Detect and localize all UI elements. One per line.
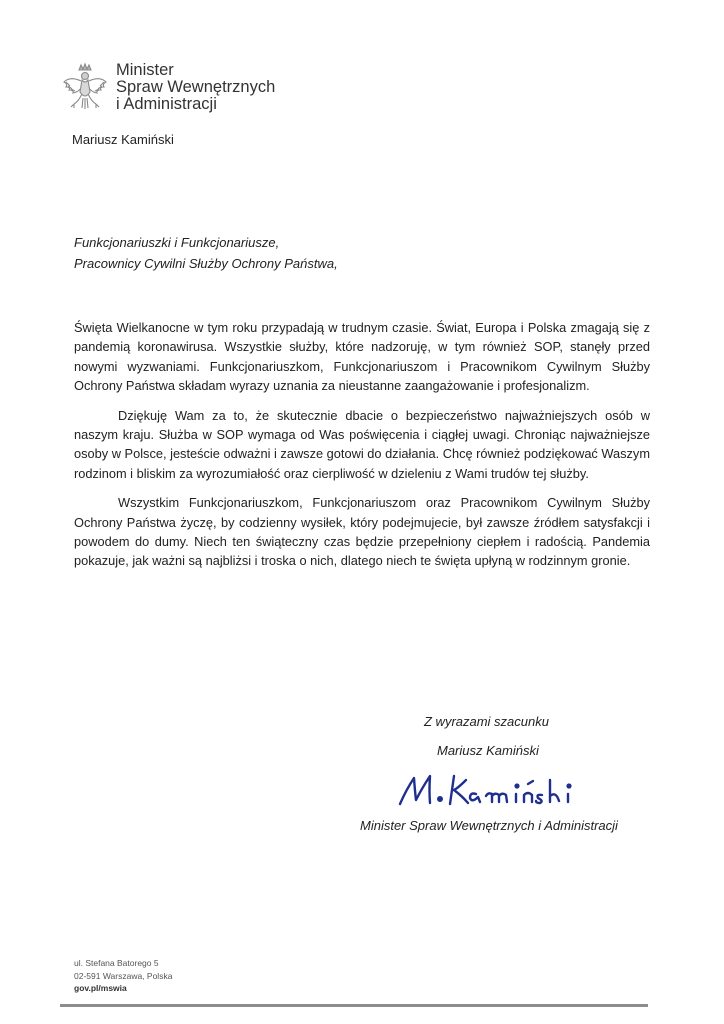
signer-name: Mariusz Kamiński (437, 743, 539, 758)
polish-eagle-emblem-icon (62, 62, 108, 112)
footer-address (74, 957, 172, 995)
salutation-line-1: Funkcjonariuszki i Funkcjonariusze, (74, 235, 280, 250)
ministry-name-line-3: i Administracji (116, 95, 217, 113)
paragraph-3: Wszystkim Funkcjonariuszkom, Funkcjonariuszom oraz Pracownikom Cywilnym Służby Ochrony Państwa życzę, by codzienny wysiłek, który podejmujecie, był zawsze źródłem satysfakcji i powodem do dumy. Niech ten świąteczny czas będzie przepełniony ciepłem i radością. Pandemia pokazuje, jak ważni są najbliżsi i troska o nich, dlatego niech te święta upłyną w rodzinnym gronie. (74, 495, 650, 569)
letterhead (62, 60, 362, 114)
ministry-name (116, 62, 275, 113)
closing-regards: Z wyrazami szacunku (424, 714, 549, 729)
salutation (74, 232, 338, 274)
salutation-line-2: Pracownicy Cywilni Służby Ochrony Państwa, (74, 256, 338, 271)
footer-street: ul. Stefana Batorego 5 (74, 958, 159, 968)
ministry-name-line-1: Minister (116, 61, 174, 79)
footer-divider (60, 1004, 648, 1007)
handwritten-signature (396, 770, 596, 812)
sender-name: Mariusz Kamiński (72, 132, 174, 147)
footer-city: 02-591 Warszawa, Polska (74, 970, 173, 981)
signer-title: Minister Spraw Wewnętrznych i Administracji (360, 818, 618, 833)
paragraph-1: Święta Wielkanocne w tym roku przypadają w trudnym czasie. Świat, Europa i Polska zmagają się z pandemią koronawirusa. Wszystkie służby, które nadzoruję, w tym również SOP, stanęły przed nowymi wyzwaniami. Funkcjonariuszkom, Funkcjonariuszom i Pracownikom Cywilnym Służby Ochrony Państwa składam wyrazy uznania za nieustanne zaangażowanie i profesjonalizm. (74, 320, 650, 394)
paragraph-2: Dziękuję Wam za to, że skutecznie dbacie o bezpieczeństwo najważniejszych osób w naszym kraju. Służba w SOP wymaga od Was poświęcenia i ciągłej uwagi. Chroniąc najważniejsze osoby w Polsce, jesteście odważni i zawsze gotowi do działania. Chcę również podziękować Waszym rodzinom i bliskim za wyrozumiałość oraz cierpliwość w dzieleniu z Wami trudów tej służby. (74, 407, 650, 481)
footer-website: gov.pl/mswia (74, 983, 127, 993)
ministry-name-line-2: Spraw Wewnętrznych (116, 78, 276, 96)
letter-body (74, 318, 650, 581)
